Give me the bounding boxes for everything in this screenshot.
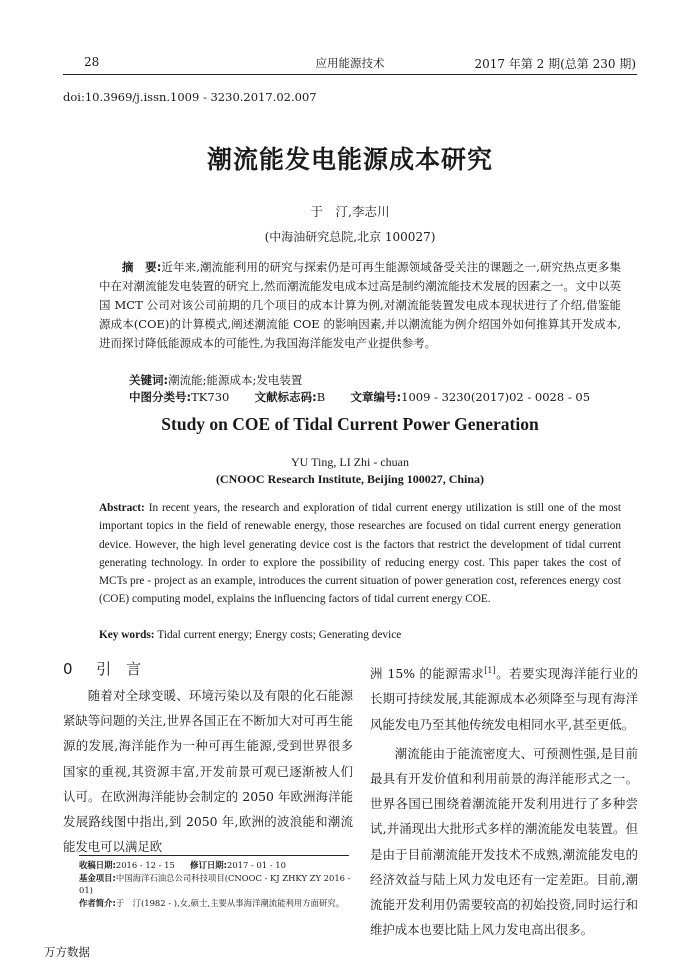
fund-text: 中国海洋石油总公司科技项目(CNOOC - KJ ZHKY ZY 2016 - 01)	[79, 872, 351, 896]
intro-right-paragraph-2: 潮流能由于能流密度大、可预测性强,是目前最具有开发价值和利用前景的海洋能形式之一。世界各国已围绕着潮流能开发利用进行了多种尝试,并涌现出大批形式多样的潮流能发电装置。但是由于目前潮流能开发技术不成熟,潮流能发电的经济效益与陆上风力发电还有一定差距。目前,潮流能开发利用仍需要较高的初始投资,同时运行和维护成本也要比陆上风力发电高出很多。	[370, 745, 638, 938]
footnote-fund	[79, 872, 354, 897]
keywords-cn-label: 关键词:	[129, 373, 169, 387]
footnote-author	[79, 897, 354, 910]
title-en: Study on COE of Tidal Current Power Generation	[161, 414, 539, 434]
keywords-en-label: Key words:	[99, 629, 155, 641]
section-number: 0	[63, 660, 73, 678]
clc-label: 中图分类号:	[129, 390, 192, 404]
authors-en: YU Ting, LI Zhi - chuan	[291, 455, 409, 469]
affiliation-en: (CNOOC Research Institute, Beijing 100027, China)	[215, 472, 485, 486]
journal-name: 应用能源技术	[315, 56, 385, 70]
keywords-en-text: Tidal current energy; Energy costs; Generating device	[157, 629, 402, 641]
intro-left-paragraph: 随着对全球变暖、环境污染以及有限的化石能源紧缺等问题的关注,世界各国正在不断加大对可再生能源的发展,海洋能作为一种可再生能源,受到世界很多国家的重视,其资源丰富,开发前景可观已逐渐被人们认可。在欧洲海洋能协会制定的 2050 年欧洲海洋能发展路线图中指出,到 2050 年,欧洲的波浪能和潮流能发电可以满足欧	[63, 688, 353, 855]
affiliation-cn: (中海油研究总院,北京 100027)	[264, 230, 436, 244]
clc-value: TK730	[191, 390, 230, 404]
revised-date: 2017 - 01 - 10	[227, 860, 286, 870]
citation-ref[interactable]: [1]	[484, 666, 496, 675]
received-date: 2016 - 12 - 15	[115, 860, 175, 870]
classification	[99, 388, 621, 407]
article-number-value: 1009 - 3230(2017)02 - 0028 - 05	[401, 390, 591, 404]
abstract-cn-text: 近年来,潮流能利用的研究与探索仍是可再生能源领域备受关注的课题之一,研究热点更多集中在对潮流能发电装置的研究上,然而潮流能发电成本过高是制约潮流能技术发展的因素之一。文中以英国 MCT 公司对该公司前期的几个项目的成本计算为例,对潮流能装置发电成本现状进行了介绍,借鉴能源成本(COE)的计算模式,阐述潮流能 COE 的影响因素,并以潮流能为例介绍国外如何推算其开发成本,进而探讨降低能源成本的可能性,为我国海洋能发电产业提供参考。	[99, 260, 621, 350]
footnote	[79, 859, 354, 909]
issue-info: 2017 年第 2 期(总第 230 期)	[474, 57, 636, 71]
intro-right-paragraph-1	[370, 658, 638, 737]
section-title: 引 言	[96, 660, 142, 678]
author-bio-label: 作者简介:	[79, 897, 116, 908]
abstract-cn	[99, 258, 621, 353]
title-cn: 潮流能发电能源成本研究	[206, 145, 493, 174]
doi: doi:10.3969/j.issn.1009 - 3230.2017.02.007	[63, 90, 317, 104]
abstract-en	[99, 499, 621, 609]
authors-cn: 于 汀,李志川	[310, 204, 390, 219]
watermark: 万方数据	[44, 945, 90, 959]
doc-code-label: 文献标志码:	[254, 390, 317, 404]
footnote-dates	[79, 859, 354, 872]
right-para1-rest: 。若要实现海洋能行业的长期可持续发展,其能源成本必须降至与现有海洋风能发电乃至其他传统发电相同水平,甚至更低。	[370, 666, 639, 732]
revised-label: 修订日期:	[190, 860, 227, 870]
footnote-rule	[79, 855, 349, 856]
fund-label: 基金项目:	[79, 872, 116, 883]
doc-code-value: B	[316, 390, 326, 404]
keywords-cn-text: 潮流能;能源成本;发电装置	[168, 373, 303, 387]
right-para1-start: 洲 15% 的能源需求	[370, 666, 485, 682]
abstract-cn-label: 摘 要:	[122, 260, 162, 274]
author-bio-text: 于 汀(1982 - ),女,硕士,主要从事海洋潮流能利用方面研究。	[115, 897, 345, 908]
abstract-en-label: Abstract:	[99, 502, 145, 514]
page-number: 28	[84, 55, 100, 69]
header-rule	[63, 74, 637, 75]
section-heading	[63, 658, 141, 679]
article-number-label: 文章编号:	[350, 390, 402, 404]
received-label: 收稿日期:	[79, 860, 116, 870]
abstract-en-text: In recent years, the research and exploration of tidal current energy utilization is still one of the most important topics in the field of renewable energy, those researches are focused on tidal current energy generation device. However, the high level generating device cost is the factors that restrict the development of tidal current generating technology. In order to explore the possibility of reducing energy cost. This paper takes the cost of MCTs pre - project as an example, introduces the current situation of power generation cost, references energy cost (COE) computing model, explains the influencing factors of tidal current energy COE.	[99, 502, 622, 606]
intro-right-column	[370, 658, 638, 942]
keywords-en	[99, 626, 621, 644]
